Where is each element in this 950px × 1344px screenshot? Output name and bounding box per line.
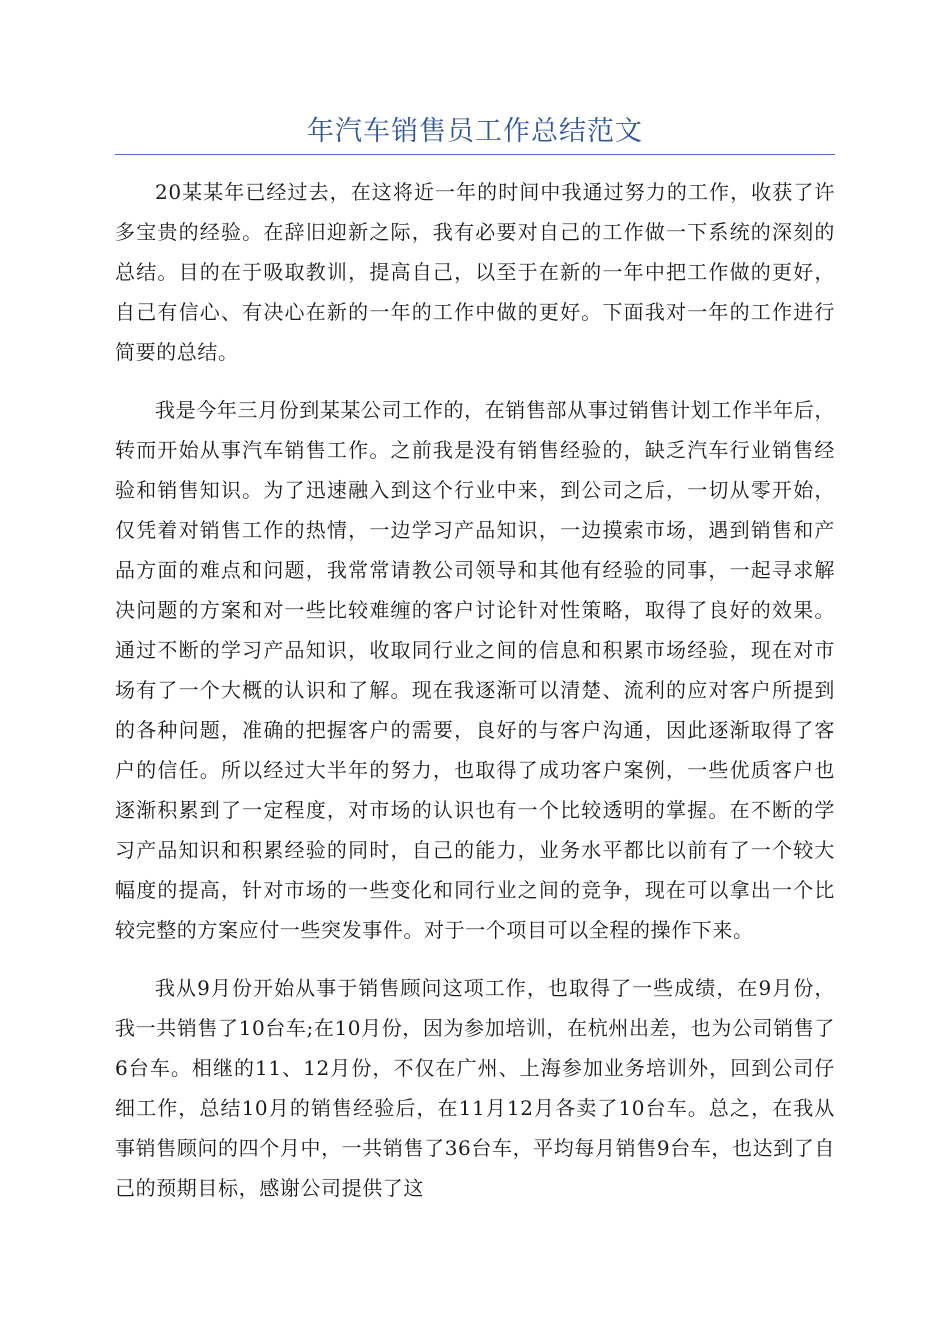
paragraph-experience: 我是今年三月份到某某公司工作的，在销售部从事过销售计划工作半年后，转而开始从事汽车销售工作。之前我是没有销售经验的，缺乏汽车行业销售经验和销售知识。为了迅速融入到这个行业中来，到公司之后，一切从零开始，仅凭着对销售工作的热情，一边学习产品知识，一边摸索市场，遇到销售和产品方面的难点和问题，我常常请教公司领导和其他有经验的同事，一起寻求解决问题的方案和对一些比较难缠的客户讨论针对性策略，取得了良好的效果。通过不断的学习产品知识，收取同行业之间的信息和积累市场经验，现在对市场有了一个大概的认识和了解。现在我逐渐可以清楚、流利的应对客户所提到的各种问题，准确的把握客户的需要，良好的与客户沟通，因此逐渐取得了客户的信任。所以经过大半年的努力，也取得了成功客户案例，一些优质客户也逐渐积累到了一定程度，对市场的认识也有一个比较透明的掌握。在不断的学习产品知识和积累经验的同时，自己的能力，业务水平都比以前有了一个较大幅度的提高，针对市场的一些变化和同行业之间的竞争，现在可以拿出一个比较完整的方案应付一些突发事件。对于一个项目可以全程的操作下来。: [115, 398, 835, 942]
document-body: [115, 172, 835, 1226]
paragraph-intro: 20某某年已经过去，在这将近一年的时间中我通过努力的工作，收获了许多宝贵的经验。在辞旧迎新之际，我有必要对自己的工作做一下系统的深刻的总结。目的在于吸取教训，提高自己，以至于在新的一年中把工作做的更好，自己有信心、有决心在新的一年的工作中做的更好。下面我对一年的工作进行简要的总结。: [115, 180, 835, 364]
document-title: 年汽车销售员工作总结范文: [307, 116, 643, 147]
paragraph-sales-results: 我从9月份开始从事于销售顾问这项工作，也取得了一些成绩，在9月份，我一共销售了10台车;在10月份，因为参加培训，在杭州出差，也为公司销售了6台车。相继的11、12月份，不仅在广州、上海参加业务培训外，回到公司仔细工作，总结10月的销售经验后，在11月12月各卖了10台车。总之，在我从事销售顾问的四个月中，一共销售了36台车，平均每月销售9台车，也达到了自己的预期目标，感谢公司提供了这: [115, 976, 835, 1200]
title-underline: [115, 154, 835, 155]
